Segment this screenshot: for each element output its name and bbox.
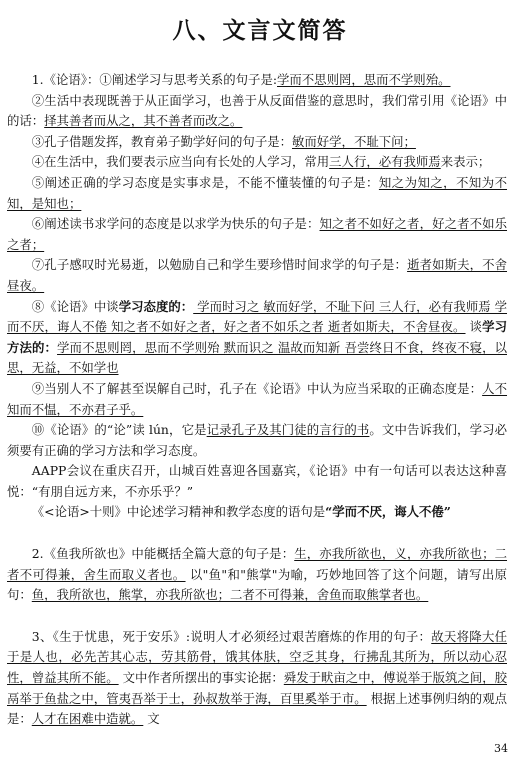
q3-prompt: ③孔子借题发挥，教育弟子勤学好问的句子是：	[31, 133, 292, 149]
s2-connector: 以"鱼"和"熊掌"为喻，巧妙地回答了这个问题，请写出原句：	[7, 566, 507, 603]
q3-answer: 敏而好学，不耻下问；	[292, 133, 416, 149]
q8-attitude-label: 学习态度的：	[118, 298, 194, 314]
q5-prompt: ⑤阐述正确的学习态度是实事求是，不能不懂装懂的句子是：	[31, 174, 379, 190]
s2-answer-2: 鱼，我所欲也，熊掌，亦我所欲也；二者不可得兼，舍鱼而取熊掌者也。	[31, 587, 429, 603]
q6-paragraph	[7, 214, 507, 255]
q12-paragraph	[7, 502, 507, 523]
q8-method-answer: 学而不思则罔，思而不学则殆 默而识之 温故而知新 吾尝终日不食，终夜不寝，以思，无益，不如学也	[7, 339, 507, 376]
s2-answer-1: 生，亦我所欲也，义，亦我所欲也；二者不可得兼，舍生而取义者也。	[7, 546, 508, 582]
q5-paragraph	[7, 173, 507, 214]
q8-connector: 谈	[465, 319, 483, 335]
q4-paragraph	[7, 152, 507, 173]
q4-tail: 来表示；	[440, 154, 491, 170]
q8-paragraph	[7, 297, 507, 379]
s3-prompt: 3、《生于忧患，死于安乐》:说明人才必须经过艰苦磨炼的作用的句子：	[31, 628, 432, 644]
q7-prompt: ⑦孔子感叹时光易逝，以勉励自己和学生要珍惜时间求学的句子是：	[31, 257, 408, 273]
s3-tail: 文	[143, 711, 160, 727]
q10-connector: ，它是	[168, 422, 207, 438]
s3-connector-2: 根据上述事例归纳的观点是：	[7, 690, 507, 727]
page-number: 34	[494, 742, 508, 755]
section2-paragraph	[7, 544, 507, 606]
q10-paragraph	[7, 420, 507, 461]
page-title: 八、文言文简答	[172, 18, 348, 44]
section3-paragraph	[7, 627, 507, 730]
q9-paragraph	[7, 379, 507, 420]
q10-tail: 。文中告诉我们，学习必须要有正确的学习方法和学习态度。	[7, 422, 508, 458]
section-spacer	[7, 523, 507, 544]
q4-answer: 三人行，必有我师焉	[329, 154, 441, 170]
q1-answer: 学而不思则罔，思而不学则殆。	[277, 72, 451, 87]
q8-attitude-answer: 学而时习之 敏而好学，不耻下问 三人行，必有我师焉 学而不厌，诲人不倦 知之者不如好之者，好之者不如乐之者 逝者如斯夫，不舍昼夜。	[7, 298, 508, 335]
q7-answer: 逝者如斯夫，不舍昼夜。	[7, 257, 508, 293]
q3-paragraph	[7, 132, 507, 153]
s2-prompt: 2.《鱼我所欲也》中能概括全篇大意的句子是：	[31, 546, 295, 562]
s3-connector-1: 文中作者所摆出的事实论据：	[118, 670, 284, 686]
q1-prompt: 1.《论语》：①阐述学习与思考关系的句子是:	[31, 72, 278, 87]
s3-answer-3: 人才在困难中造就。	[31, 711, 144, 727]
q6-prompt: ⑥阐述读书求学问的态度是以求学为快乐的句子是：	[31, 216, 320, 232]
s3-answer-2: 舜发于畎亩之中，傅说举于版筑之间，胶鬲举于鱼盐之中，管夷吾举于士，孙叔敖举于海，百里奚举于市。	[7, 670, 508, 706]
s3-answer-1: 故天将降大任于是人也，必先苦其心志，劳其筋骨，饿其体肤，空乏其身，行拂乱其所为，所以动心忍性，曾益其所不能。	[7, 628, 508, 686]
q8-method-label: 学习方法的：	[7, 319, 507, 355]
q8-prompt: ⑧《论语》中谈	[31, 298, 119, 314]
q4-prompt: ④在生活中，我们要表示应当向有长处的人学习，常用	[31, 154, 330, 170]
q2-prompt: ②生活中表现既善于从正面学习，也善于从反面借鉴的意思时，我们常引用《论语》中的话：	[7, 92, 507, 129]
q1-paragraph	[7, 70, 507, 91]
q10-prompt: ⑩《论语》的“论”读	[31, 422, 145, 438]
q12-answer: “学而不厌，诲人不倦”	[325, 504, 451, 520]
q10-pinyin: lún	[148, 422, 169, 438]
q5-answer: 知之为知之，不知为不知，是知也；	[7, 174, 508, 211]
q7-paragraph	[7, 255, 507, 296]
q6-answer: 知之者不如好之者，好之者不如乐之者；	[7, 216, 508, 252]
q9-prompt: ⑨当别人不了解甚至误解自己时，孔子在《论语》中认为应当采取的正确态度是：	[31, 380, 483, 396]
document-body	[7, 70, 507, 730]
q2-answer: 择其善者而从之，其不善者而改之。	[44, 113, 243, 129]
q2-paragraph	[7, 91, 507, 132]
q9-answer: 人不知而不愠，不亦君子乎。	[7, 380, 508, 417]
q11-paragraph: AAPP会议在重庆召开，山城百姓喜迎各国嘉宾，《论语》中有一句话可以表达这种喜悦：“有朋自远方来，不亦乐乎？”	[7, 463, 507, 499]
section-spacer	[7, 606, 507, 627]
q10-answer: 记录孔子及其门徒的言行的书	[206, 422, 370, 438]
q12-prompt: 《<论语>十则》中论述学习精神和教学态度的语句是	[31, 504, 326, 520]
